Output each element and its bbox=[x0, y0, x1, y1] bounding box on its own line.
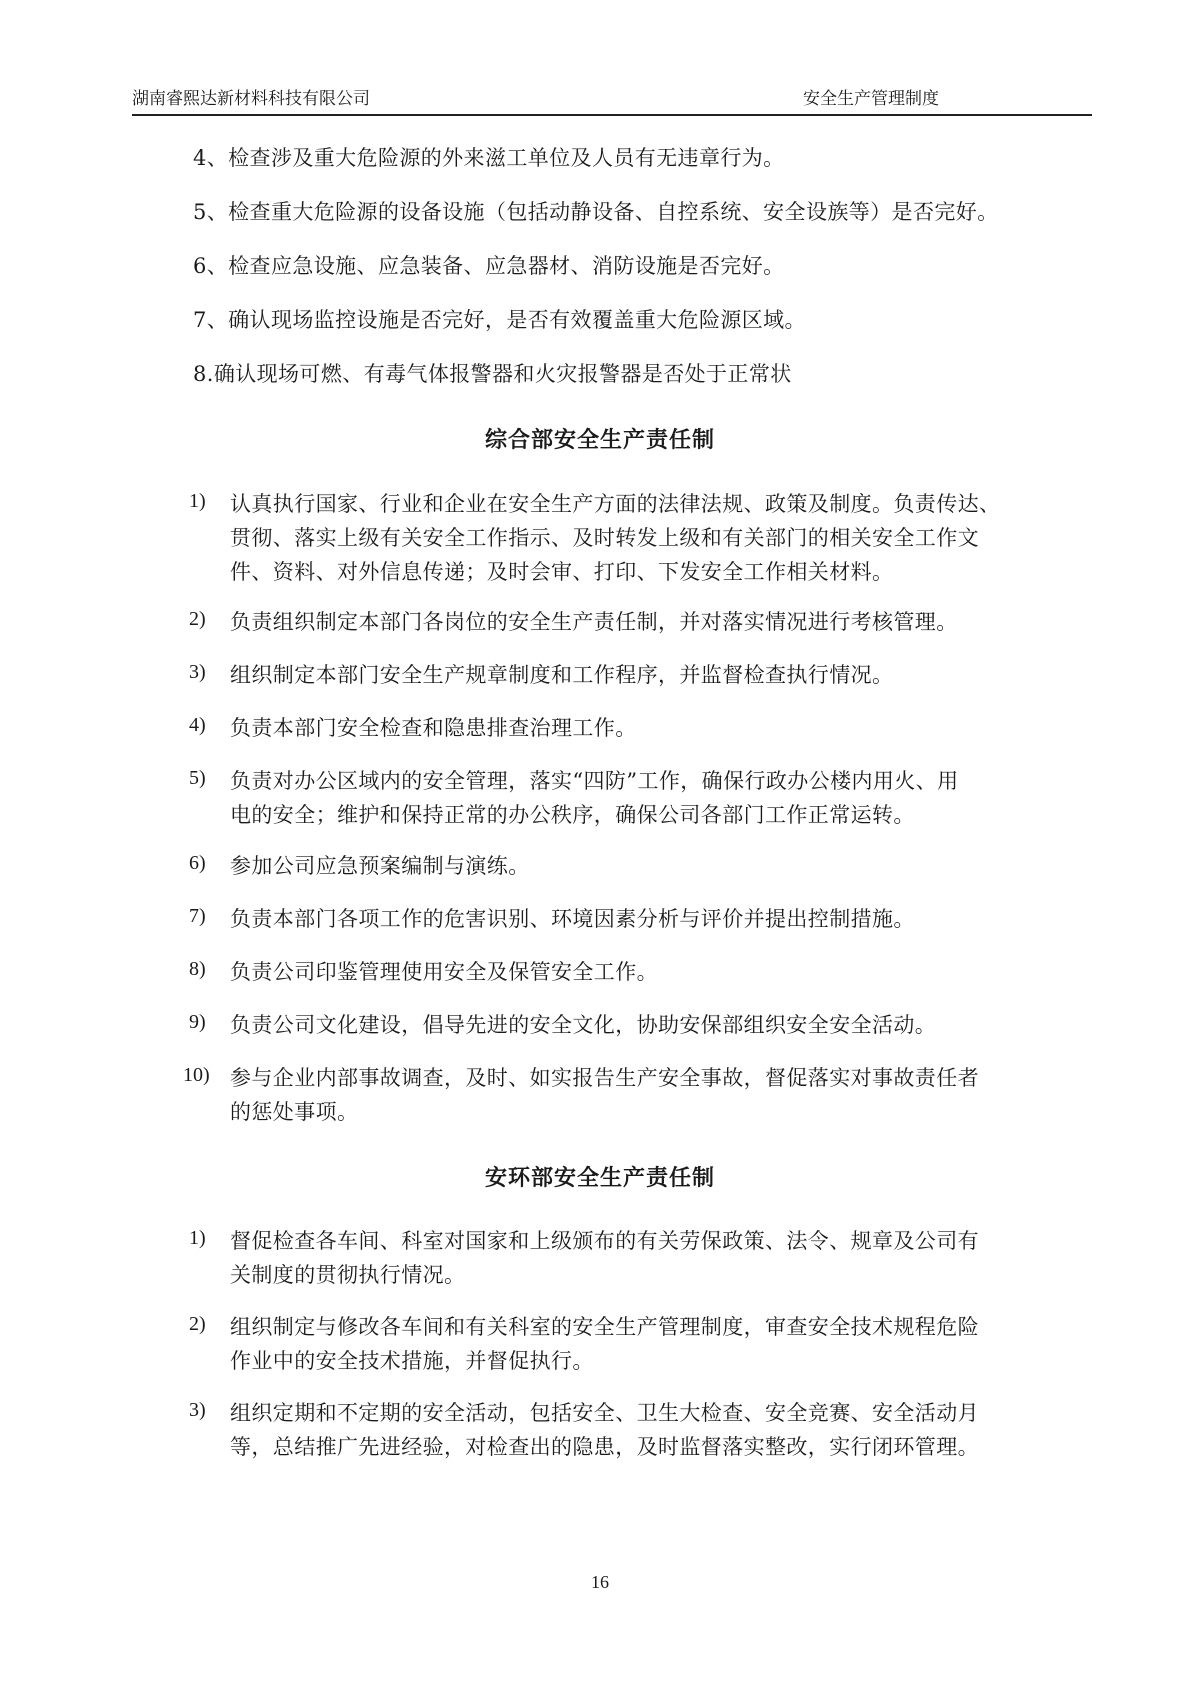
item-text-line: 件、资料、对外信息传递；及时会审、打印、下发安全工作相关材料。 bbox=[230, 560, 894, 584]
item-text-line: 的惩处事项。 bbox=[230, 1100, 359, 1124]
item-number: 5) bbox=[189, 767, 206, 789]
item-number: 7) bbox=[189, 905, 206, 927]
item-text-line: 组织制定与修改各车间和有关科室的安全生产管理制度，审查安全技术规程危险 bbox=[230, 1315, 979, 1339]
item-number: 2) bbox=[189, 608, 206, 630]
item-text-line: 等，总结推广先进经验，对检查出的隐患，及时监督落实整改，实行闭环管理。 bbox=[230, 1435, 979, 1459]
item-text-line: 负责本部门安全检查和隐患排查治理工作。 bbox=[230, 716, 637, 740]
item-text-line: 督促检查各车间、科室对国家和上级颁布的有关劳保政策、法令、规章及公司有 bbox=[230, 1229, 979, 1253]
item-number: 2) bbox=[189, 1313, 206, 1335]
item-text-line: 组织定期和不定期的安全活动，包括安全、卫生大检查、安全竞赛、安全活动月 bbox=[230, 1401, 979, 1425]
document-title: 安全生产管理制度 bbox=[803, 89, 939, 109]
item-text-line: 关制度的贯彻执行情况。 bbox=[230, 1263, 466, 1287]
item-number: 9) bbox=[189, 1011, 206, 1033]
item-number: 3) bbox=[189, 1399, 206, 1421]
item-number: 1) bbox=[189, 1227, 206, 1249]
item-text-line: 负责公司印鉴管理使用安全及保管安全工作。 bbox=[230, 960, 658, 984]
section-heading: 安环部安全生产责任制 bbox=[484, 1165, 715, 1191]
check-item: 8.确认现场可燃、有毒气体报警器和火灾报警器是否处于正常状 bbox=[193, 362, 792, 386]
page-number: 16 bbox=[591, 1572, 609, 1592]
check-item: 6、检查应急设施、应急装备、应急器材、消防设施是否完好。 bbox=[193, 254, 785, 278]
item-text-line: 电的安全；维护和保持正常的办公秩序，确保公司各部门工作正常运转。 bbox=[230, 803, 915, 827]
item-text-line: 负责公司文化建设，倡导先进的安全文化，协助安保部组织安全安全活动。 bbox=[230, 1013, 937, 1037]
item-number: 3) bbox=[189, 661, 206, 683]
item-text-line: 参与企业内部事故调查，及时、如实报告生产安全事故，督促落实对事故责任者 bbox=[230, 1066, 979, 1090]
item-number: 1) bbox=[189, 490, 206, 512]
item-text-line: 负责本部门各项工作的危害识别、环境因素分析与评价并提出控制措施。 bbox=[230, 907, 915, 931]
check-item: 7、确认现场监控设施是否完好，是否有效覆盖重大危险源区域。 bbox=[193, 308, 806, 332]
item-number: 6) bbox=[189, 852, 206, 874]
item-text-line: 组织制定本部门安全生产规章制度和工作程序，并监督检查执行情况。 bbox=[230, 663, 894, 687]
section-heading: 综合部安全生产责任制 bbox=[484, 427, 715, 453]
check-item: 5、检查重大危险源的设备设施（包括动静设备、自控系统、安全设族等）是否完好。 bbox=[193, 200, 999, 224]
page-header bbox=[132, 80, 1092, 116]
item-number: 4) bbox=[189, 714, 206, 736]
item-text-line: 贯彻、落实上级有关安全工作指示、及时转发上级和有关部门的相关安全工作文 bbox=[230, 526, 979, 550]
item-text-line: 参加公司应急预案编制与演练。 bbox=[230, 854, 530, 878]
item-text-line: 负责对办公区域内的安全管理，落实“四防”工作，确保行政办公楼内用火、用 bbox=[230, 769, 959, 793]
item-number: 8) bbox=[189, 958, 206, 980]
item-text-line: 作业中的安全技术措施，并督促执行。 bbox=[230, 1349, 594, 1373]
company-name: 湖南睿熙达新材料科技有限公司 bbox=[132, 89, 370, 109]
item-number: 10) bbox=[183, 1064, 210, 1086]
item-text-line: 负责组织制定本部门各岗位的安全生产责任制，并对落实情况进行考核管理。 bbox=[230, 610, 958, 634]
check-item: 4、检查涉及重大危险源的外来滋工单位及人员有无违章行为。 bbox=[193, 146, 785, 170]
item-text-line: 认真执行国家、行业和企业在安全生产方面的法律法规、政策及制度。负责传达、 bbox=[230, 492, 1001, 516]
